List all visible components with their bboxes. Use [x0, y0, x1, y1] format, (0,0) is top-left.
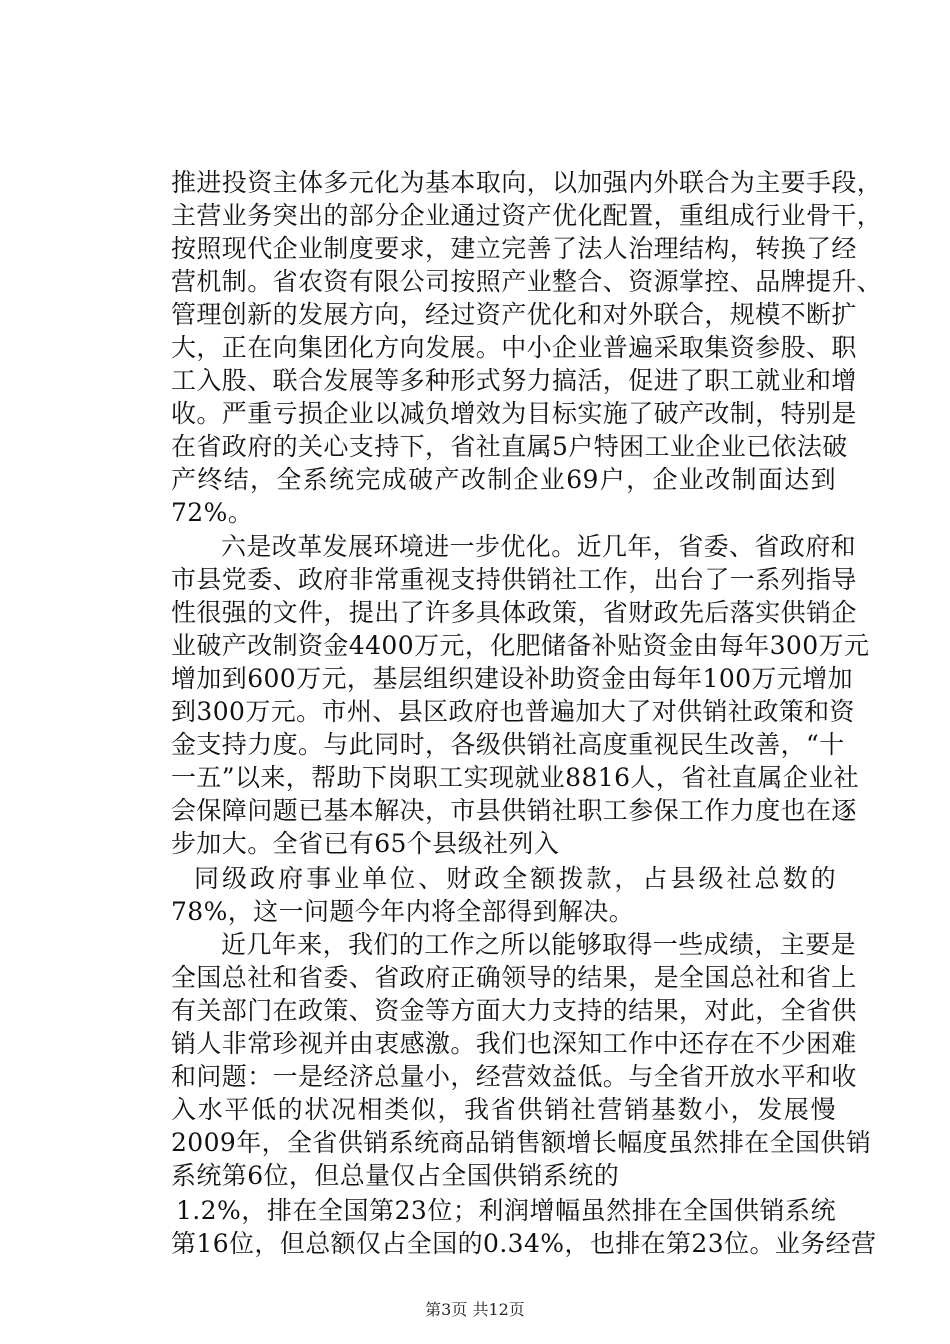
text-line: 到300万元。市州、县区政府也普遍加大了对供销社政策和资: [171, 697, 855, 726]
text-line: 金支持力度。与此同时，各级供销社高度重视民生改善，“十: [171, 730, 845, 759]
text-line: 增加到600万元，基层组织建设补助资金由每年100万元增加: [171, 664, 854, 693]
text-line: 同级政府事业单位、财政全额拨款，占县级社总数的: [194, 864, 836, 893]
text-line: 大，正在向集团化方向发展。中小企业普遍采取集资参股、职: [171, 333, 857, 362]
text-line: 推进投资主体多元化为基本取向，以加强内外联合为主要手段，: [171, 168, 883, 197]
text-line: 产终结，全系统完成破产改制企业69户，企业改制面达到: [171, 465, 836, 494]
text-line: 78%，这一问题今年内将全部得到解决。: [171, 897, 635, 926]
text-line: 市县党委、政府非常重视支持供销社工作，出台了一系列指导: [171, 565, 857, 594]
text-line: 工入股、联合发展等多种形式努力搞活，促进了职工就业和增: [171, 366, 857, 395]
text-line: 有关部门在政策、资金等方面大力支持的结果，对此，全省供: [171, 996, 857, 1025]
text-line: 2009年，全省供销系统商品销售额增长幅度虽然排在全国供销: [171, 1128, 872, 1157]
text-line: 主营业务突出的部分企业通过资产优化配置，重组成行业骨干，: [171, 201, 883, 230]
text-line: 在省政府的关心支持下，省社直属5户特困工业企业已依法破: [171, 432, 848, 461]
text-line: 系统第6位，但总量仅占全国供销系统的: [171, 1161, 620, 1190]
text-line: 1.2%，排在全国第23位；利润增幅虽然排在全国供销系统: [176, 1196, 836, 1225]
text-line: 会保障问题已基本解决，市县供销社职工参保工作力度也在逐: [171, 796, 857, 825]
text-line: 按照现代企业制度要求，建立完善了法人治理结构，转换了经: [171, 234, 857, 263]
text-line: 和问题：一是经济总量小，经营效益低。与全省开放水平和收: [171, 1062, 857, 1091]
text-line: 72%。: [171, 498, 254, 527]
text-line: 第16位，但总额仅占全国的0.34%，也排在第23位。业务经营: [171, 1229, 877, 1258]
text-line: 步加大。全省已有65个县级社列入: [171, 829, 560, 858]
text-line: 近几年来，我们的工作之所以能够取得一些成绩，主要是: [221, 930, 857, 959]
text-line: 业破产改制资金4400万元，化肥储备补贴资金由每年300万元: [171, 631, 870, 660]
text-line: 性很强的文件，提出了许多具体政策，省财政先后落实供销企: [171, 598, 857, 627]
text-line: 销人非常珍视并由衷感激。我们也深知工作中还存在不少困难: [171, 1029, 857, 1058]
text-line: 一五”以来，帮助下岗职工实现就业8816人，省社直属企业社: [171, 763, 860, 792]
text-line: 六是改革发展环境进一步优化。近几年，省委、省政府和: [221, 532, 857, 561]
text-line: 收。严重亏损企业以减负增效为目标实施了破产改制，特别是: [171, 399, 857, 428]
text-line: 营机制。省农资有限公司按照产业整合、资源掌控、品牌提升、: [171, 267, 883, 296]
text-line: 入水平低的状况相类似，我省供销社营销基数小，发展慢: [171, 1095, 836, 1124]
text-line: 管理创新的发展方向，经过资产优化和对外联合，规模不断扩: [171, 300, 857, 329]
text-line: 全国总社和省委、省政府正确领导的结果，是全国总社和省上: [171, 963, 857, 992]
page-footer: 第3页 共12页: [425, 1300, 525, 1319]
